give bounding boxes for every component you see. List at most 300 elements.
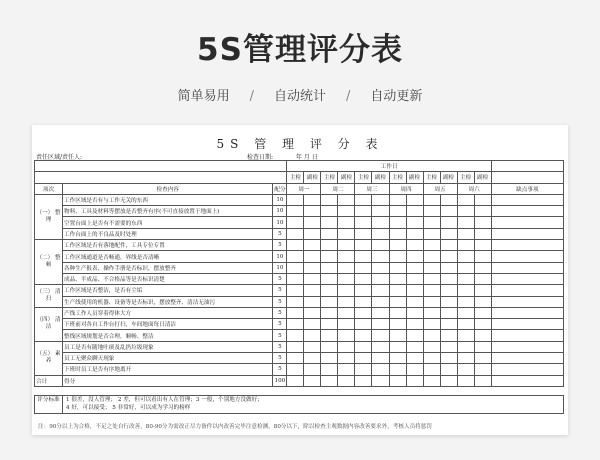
date-units: 年 月 日 [295,154,318,161]
check-content: 下班前对各自工作台打扫，车间地面每日清洁 [63,319,273,330]
table-row [35,194,564,205]
score-input-cell[interactable] [372,217,389,228]
score-input-cell[interactable] [406,296,423,307]
table-row [35,341,564,352]
score-input-cell[interactable] [355,228,372,239]
score-input-cell[interactable] [321,194,338,205]
score-input-cell[interactable] [304,285,321,296]
issue-cell[interactable] [491,375,563,386]
score-input-cell[interactable] [304,273,321,284]
score-input-cell[interactable] [304,296,321,307]
score-input-cell[interactable] [355,217,372,228]
score-input-cell[interactable] [406,240,423,251]
score-input-cell[interactable] [440,251,457,262]
feature-auto-update: 自动更新 [370,89,423,104]
score-input-cell[interactable] [287,307,304,318]
score-input-cell[interactable] [440,194,457,205]
main-check-header: 主检 [457,172,474,183]
score-input-cell[interactable] [321,319,338,330]
score-input-cell[interactable] [338,353,355,364]
score-input-cell[interactable] [304,206,321,217]
score-input-cell[interactable] [321,375,338,386]
main-check-header: 主检 [287,172,304,183]
blank-cell [35,161,287,172]
score-input-cell[interactable] [389,228,406,239]
score-input-cell[interactable] [440,330,457,341]
score-input-cell[interactable] [440,364,457,375]
blank-cell [35,172,287,183]
issue-cell[interactable] [491,307,563,318]
check-content: 各种生产报表、操作手册是否标识，摆放整齐 [63,262,273,273]
feature-separator: / [249,89,254,104]
score-table [34,160,564,387]
score-input-cell[interactable] [406,262,423,273]
score-input-cell[interactable] [304,307,321,318]
score-input-cell[interactable] [440,285,457,296]
table-row [35,262,564,273]
table-row [35,240,564,251]
score-input-cell[interactable] [372,206,389,217]
score-input-cell[interactable] [440,240,457,251]
score-input-cell[interactable] [321,228,338,239]
score-value: 5 [273,285,287,296]
issue-cell[interactable] [491,217,563,228]
score-input-cell[interactable] [338,285,355,296]
score-input-cell[interactable] [304,353,321,364]
score-input-cell[interactable] [287,251,304,262]
feature-separator: / [346,89,351,104]
issue-cell[interactable] [491,273,563,284]
score-input-cell[interactable] [457,319,474,330]
score-input-cell[interactable] [423,307,440,318]
score-input-cell[interactable] [372,307,389,318]
score-input-cell[interactable] [355,285,372,296]
score-input-cell[interactable] [423,375,440,386]
score-input-cell[interactable] [474,251,491,262]
score-input-cell[interactable] [304,194,321,205]
score-input-cell[interactable] [389,307,406,318]
score-input-cell[interactable] [321,273,338,284]
score-input-cell[interactable] [440,206,457,217]
score-input-cell[interactable] [474,228,491,239]
score-input-cell[interactable] [355,319,372,330]
col-issue-header: 缺点事项 [491,183,563,194]
score-input-cell[interactable] [338,330,355,341]
score-input-cell[interactable] [474,296,491,307]
score-input-cell[interactable] [321,251,338,262]
score-input-cell[interactable] [287,341,304,352]
sub-check-header: 副检 [372,172,389,183]
score-input-cell[interactable] [389,273,406,284]
score-input-cell[interactable] [287,375,304,386]
score-input-cell[interactable] [355,353,372,364]
check-content: 工作区域是否整洁，是否有尘垢 [63,285,273,296]
score-input-cell[interactable] [372,296,389,307]
score-input-cell[interactable] [406,307,423,318]
sub-check-header: 副检 [474,172,491,183]
score-input-cell[interactable] [355,194,372,205]
score-input-cell[interactable] [287,240,304,251]
score-input-cell[interactable] [338,296,355,307]
score-input-cell[interactable] [372,341,389,352]
score-input-cell[interactable] [440,307,457,318]
sub-check-header: 副检 [406,172,423,183]
score-input-cell[interactable] [423,228,440,239]
score-input-cell[interactable] [372,364,389,375]
score-input-cell[interactable] [372,262,389,273]
score-input-cell[interactable] [474,194,491,205]
footnote: 注：90分以上为合格，不足之处自行改善，80-90分为需改正尽力备件以内改善完毕注意检测，80分以下，除以检查主观数据内容改善要求外，考核人员将惩罚 [38,424,432,430]
feature-auto-stats: 自动统计 [273,89,326,104]
score-input-cell[interactable] [457,206,474,217]
score-input-cell[interactable] [304,217,321,228]
score-input-cell[interactable] [338,228,355,239]
score-input-cell[interactable] [474,307,491,318]
score-input-cell[interactable] [423,285,440,296]
score-value: 10 [273,251,287,262]
blank-cell [491,172,563,183]
score-input-cell[interactable] [474,206,491,217]
category-label: （五） 素养 [35,341,63,375]
score-input-cell[interactable] [389,206,406,217]
score-input-cell[interactable] [474,341,491,352]
score-input-cell[interactable] [355,296,372,307]
feature-easy: 简单易用 [177,89,230,104]
score-input-cell[interactable] [372,319,389,330]
score-input-cell[interactable] [474,375,491,386]
table-row [35,206,564,217]
category-label: （四） 清洁 [35,307,63,341]
table-row [35,217,564,228]
score-input-cell[interactable] [338,206,355,217]
score-input-cell[interactable] [457,251,474,262]
day-header: 周一 [287,183,321,194]
score-input-cell[interactable] [457,307,474,318]
score-input-cell[interactable] [474,364,491,375]
header-row-columns [35,183,564,194]
score-value: 5 [273,319,287,330]
score-input-cell[interactable] [287,194,304,205]
score-input-cell[interactable] [406,330,423,341]
main-check-header: 主检 [423,172,440,183]
score-value: 5 [273,341,287,352]
score-input-cell[interactable] [440,262,457,273]
issue-cell[interactable] [491,194,563,205]
score-input-cell[interactable] [304,262,321,273]
score-value: 10 [273,217,287,228]
score-input-cell[interactable] [440,228,457,239]
score-input-cell[interactable] [321,307,338,318]
score-input-cell[interactable] [457,353,474,364]
issue-cell[interactable] [491,285,563,296]
score-input-cell[interactable] [287,285,304,296]
issue-cell[interactable] [491,206,563,217]
score-input-cell[interactable] [457,285,474,296]
total-score-label: 得分 [64,378,76,385]
check-content: 工作区域是否有与工作无关的东西 [63,194,273,205]
score-input-cell[interactable] [372,194,389,205]
check-content: 员工无聚众聊天现象 [63,353,273,364]
score-input-cell[interactable] [423,319,440,330]
score-input-cell[interactable] [287,330,304,341]
total-score-label-cell [63,375,273,386]
score-input-cell[interactable] [287,206,304,217]
category-label: （一） 整理 [35,194,63,239]
score-input-cell[interactable] [338,273,355,284]
score-input-cell[interactable] [372,353,389,364]
issue-cell[interactable] [491,228,563,239]
score-value: 5 [273,307,287,318]
score-input-cell[interactable] [406,194,423,205]
score-input-cell[interactable] [338,307,355,318]
score-input-cell[interactable] [372,240,389,251]
score-input-cell[interactable] [287,217,304,228]
score-input-cell[interactable] [321,285,338,296]
check-content: 产线工作人员穿着得体大方 [63,307,273,318]
score-input-cell[interactable] [355,273,372,284]
score-input-cell[interactable] [355,262,372,273]
score-input-cell[interactable] [321,296,338,307]
score-input-cell[interactable] [457,341,474,352]
score-input-cell[interactable] [406,273,423,284]
score-sheet [32,125,568,435]
category-label: （三） 清扫 [35,285,63,308]
score-input-cell[interactable] [423,206,440,217]
score-input-cell[interactable] [355,206,372,217]
score-input-cell[interactable] [355,240,372,251]
score-input-cell[interactable] [423,341,440,352]
table-row [35,364,564,375]
score-input-cell[interactable] [406,319,423,330]
table-row [35,296,564,307]
score-input-cell[interactable] [372,228,389,239]
score-input-cell[interactable] [287,262,304,273]
table-row [35,285,564,296]
score-input-cell[interactable] [372,330,389,341]
score-input-cell[interactable] [440,319,457,330]
score-input-cell[interactable] [338,194,355,205]
score-input-cell[interactable] [338,375,355,386]
issue-cell[interactable] [491,364,563,375]
category-label: （二） 整顿 [35,240,63,285]
table-row [35,307,564,318]
score-input-cell[interactable] [355,307,372,318]
score-input-cell[interactable] [474,353,491,364]
sub-check-header: 副检 [304,172,321,183]
score-input-cell[interactable] [423,262,440,273]
score-input-cell[interactable] [457,240,474,251]
total-cell [35,375,63,386]
score-value: 5 [273,330,287,341]
score-input-cell[interactable] [406,375,423,386]
score-input-cell[interactable] [457,330,474,341]
score-input-cell[interactable] [457,296,474,307]
score-input-cell[interactable] [474,319,491,330]
standard-line-2: 4 好，可以接受； 5 非常好，可以成为学习的榜样 [66,404,191,411]
score-value: 10 [273,206,287,217]
date-label: 检查日期: [247,154,274,161]
score-input-cell[interactable] [338,217,355,228]
sub-check-header: 副检 [338,172,355,183]
score-input-cell[interactable] [389,375,406,386]
check-content: 成品、半成品、不合格品等是否标识清楚 [63,273,273,284]
score-input-cell[interactable] [440,217,457,228]
score-input-cell[interactable] [287,364,304,375]
score-input-cell[interactable] [372,375,389,386]
score-input-cell[interactable] [474,262,491,273]
issue-cell[interactable] [491,319,563,330]
score-input-cell[interactable] [389,364,406,375]
score-input-cell[interactable] [423,273,440,284]
score-input-cell[interactable] [457,194,474,205]
score-value: 5 [273,364,287,375]
standard-text [63,396,266,413]
score-input-cell[interactable] [406,206,423,217]
score-input-cell[interactable] [440,273,457,284]
issue-cell[interactable] [491,353,563,364]
score-input-cell[interactable] [355,330,372,341]
score-input-cell[interactable] [474,330,491,341]
issue-cell[interactable] [491,262,563,273]
issue-cell[interactable] [491,341,563,352]
score-input-cell[interactable] [372,285,389,296]
score-input-cell[interactable] [338,364,355,375]
score-input-cell[interactable] [406,251,423,262]
score-input-cell[interactable] [440,341,457,352]
score-input-cell[interactable] [423,353,440,364]
day-header: 周三 [355,183,389,194]
score-input-cell[interactable] [338,319,355,330]
score-input-cell[interactable] [423,194,440,205]
main-check-header: 主检 [389,172,406,183]
score-input-cell[interactable] [304,375,321,386]
score-input-cell[interactable] [389,319,406,330]
standard-label: 评分标准 [35,396,63,413]
score-input-cell[interactable] [321,330,338,341]
score-input-cell[interactable] [321,262,338,273]
score-input-cell[interactable] [287,353,304,364]
score-input-cell[interactable] [355,251,372,262]
score-input-cell[interactable] [304,341,321,352]
score-input-cell[interactable] [355,375,372,386]
day-header: 周四 [389,183,423,194]
score-input-cell[interactable] [389,217,406,228]
score-input-cell[interactable] [389,194,406,205]
promo-title: 5S管理评分表 [197,32,403,68]
check-content: 工作区域是否有落地配件，工具专位专置 [63,240,273,251]
issue-cell[interactable] [491,296,563,307]
check-content: 员工是否有随地吐痰及乱扔垃圾现象 [63,341,273,352]
score-input-cell[interactable] [423,251,440,262]
score-input-cell[interactable] [304,330,321,341]
score-input-cell[interactable] [406,341,423,352]
score-input-cell[interactable] [355,364,372,375]
score-input-cell[interactable] [304,240,321,251]
score-input-cell[interactable] [423,296,440,307]
check-content: 工作台面上的不良品及时处理 [63,228,273,239]
score-input-cell[interactable] [389,251,406,262]
score-input-cell[interactable] [338,341,355,352]
score-input-cell[interactable] [406,285,423,296]
scoring-standard [34,395,564,414]
score-input-cell[interactable] [423,217,440,228]
score-input-cell[interactable] [338,262,355,273]
score-input-cell[interactable] [389,353,406,364]
score-input-cell[interactable] [389,240,406,251]
score-input-cell[interactable] [406,228,423,239]
table-row [35,251,564,262]
score-input-cell[interactable] [304,319,321,330]
score-input-cell[interactable] [321,240,338,251]
score-input-cell[interactable] [389,330,406,341]
score-input-cell[interactable] [287,273,304,284]
score-input-cell[interactable] [338,251,355,262]
score-input-cell[interactable] [406,353,423,364]
issue-cell[interactable] [491,251,563,262]
score-input-cell[interactable] [423,240,440,251]
standard-line-1: 1 很差，没人管理； 2 差，但可以看出有人在管理；3 一般，个别地方没做好； [66,397,263,403]
score-input-cell[interactable] [372,251,389,262]
score-input-cell[interactable] [372,273,389,284]
score-input-cell[interactable] [423,330,440,341]
score-input-cell[interactable] [440,353,457,364]
score-input-cell[interactable] [389,262,406,273]
score-value: 5 [273,240,287,251]
check-content: 工作区域通道是否畅通，界线是否清晰 [63,251,273,262]
score-input-cell[interactable] [457,364,474,375]
score-input-cell[interactable] [321,353,338,364]
score-input-cell[interactable] [304,364,321,375]
issue-cell[interactable] [491,240,563,251]
score-input-cell[interactable] [389,341,406,352]
score-input-cell[interactable] [474,273,491,284]
col-content-header: 检查内容 [63,183,273,194]
score-input-cell[interactable] [304,228,321,239]
score-input-cell[interactable] [389,296,406,307]
score-input-cell[interactable] [287,319,304,330]
score-input-cell[interactable] [321,364,338,375]
score-input-cell[interactable] [389,285,406,296]
score-input-cell[interactable] [474,285,491,296]
issue-cell[interactable] [491,330,563,341]
check-content: 空置台面上是否有不需要的东西 [63,217,273,228]
score-input-cell[interactable] [287,228,304,239]
score-input-cell[interactable] [474,217,491,228]
score-input-cell[interactable] [355,341,372,352]
score-input-cell[interactable] [440,296,457,307]
col-score-header: 配分 [273,183,287,194]
score-input-cell[interactable] [406,217,423,228]
score-input-cell[interactable] [474,240,491,251]
score-input-cell[interactable] [406,364,423,375]
score-input-cell[interactable] [457,262,474,273]
score-input-cell[interactable] [457,273,474,284]
score-input-cell[interactable] [457,217,474,228]
score-input-cell[interactable] [457,375,474,386]
score-input-cell[interactable] [457,228,474,239]
score-input-cell[interactable] [287,296,304,307]
score-input-cell[interactable] [423,364,440,375]
score-input-cell[interactable] [304,251,321,262]
score-input-cell[interactable] [321,217,338,228]
score-input-cell[interactable] [440,375,457,386]
sub-check-header: 副检 [440,172,457,183]
score-input-cell[interactable] [321,206,338,217]
total-row [35,375,564,386]
score-input-cell[interactable] [338,240,355,251]
col-item-header: 项次 [35,183,63,194]
score-input-cell[interactable] [321,341,338,352]
